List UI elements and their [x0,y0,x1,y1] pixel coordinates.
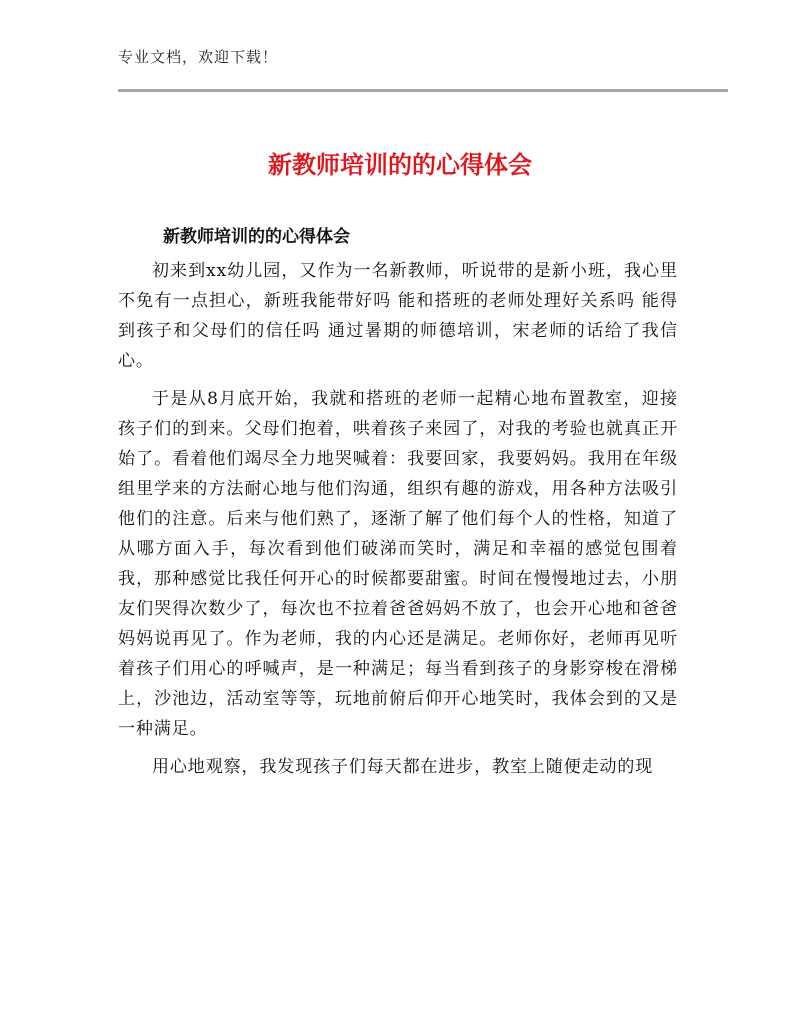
header-divider [118,89,728,92]
body-paragraph-1: 初来到xx幼儿园，又作为一名新教师，听说带的是新小班，我心里不免有一点担心，新班我能带好吗 能和搭班的老师处理好关系吗 能得到孩子和父母们的信任吗 通过暑期的师德培训，宋老师的话给了我信心。 [118,261,678,371]
document-subtitle: 新教师培训的的心得体会 [163,227,350,247]
body-paragraph-2: 于是从8月底开始，我就和搭班的老师一起精心地布置教室，迎接孩子们的到来。父母们抱着，哄着孩子来园了，对我的考验也就真正开始了。看着他们竭尽全力地哭喊着：我要回家，我要妈妈。我用在年级组里学来的方法耐心地与他们沟通，组织有趣的游戏，用各种方法吸引他们的注意。后来与他们熟了，逐渐了解了他们每个人的性格，知道了从哪方面入手，每次看到他们破涕而笑时，满足和幸福的感觉包围着我，那种感觉比我任何开心的时候都要甜蜜。时间在慢慢地过去，小朋友们哭得次数少了，每次也不拉着爸爸妈妈不放了，也会开心地和爸爸妈妈说再见了。作为老师，我的内心还是满足。老师你好，老师再见听着孩子们用心的呼喊声，是一种满足；每当看到孩子的身影穿梭在滑梯上，沙池边，活动室等等，玩地前俯后仰开心地笑时，我体会到的又是一种满足。 [118,389,678,739]
document-title: 新教师培训的的心得体会 [268,151,532,179]
body-paragraph-3: 用心地观察，我发现孩子们每天都在进步，教室上随便走动的现 [152,757,654,777]
page-header-text: 专业文档，欢迎下载！ [118,48,279,66]
document-body [118,256,678,790]
